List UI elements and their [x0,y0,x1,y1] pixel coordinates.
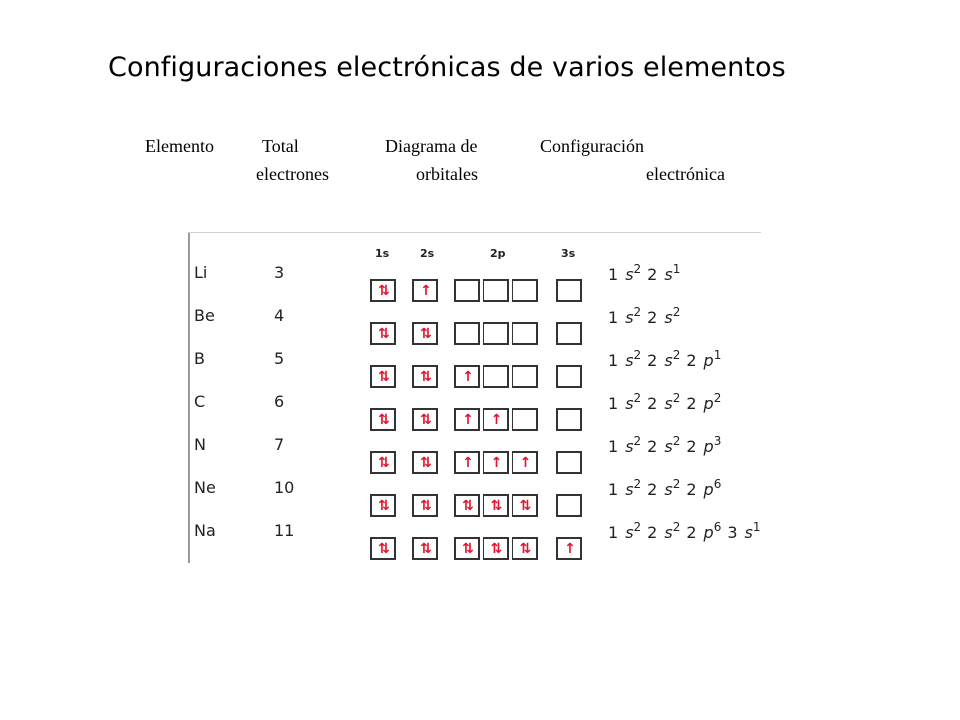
config-exponent: 2 [672,477,681,491]
element-total-electrons: 5 [274,349,285,368]
orbital-box-3s-arrows [558,367,580,386]
config-level: 2 [647,351,658,371]
config-orbital: s [625,523,634,543]
orbital-box-2s [412,279,438,302]
orbital-box-2p-1-arrows: ↑ [462,368,472,385]
orbital-header-3s: 3s [561,247,576,260]
orbital-box-2p-1 [454,408,480,431]
header-diagrama-line1: Diagrama de [385,136,478,156]
orbital-box-1s [370,451,396,474]
config-level: 1 [608,437,619,457]
orbital-box-2p-2-arrows: ↑ [490,454,501,471]
element-symbol: Ne [194,478,216,497]
electron-configuration [608,478,721,499]
config-level: 1 [608,265,619,285]
element-total-electrons: 3 [274,263,285,282]
orbital-box-3s [556,537,582,560]
orbital-box-2s-arrows: ⇅ [420,454,430,471]
config-orbital: p [703,394,714,414]
config-level: 2 [686,394,697,414]
orbital-box-2p-3-arrows [513,324,536,343]
orbital-box-2p-3 [512,279,538,302]
config-level: 2 [686,437,697,457]
config-orbital: s [664,480,673,500]
orbital-box-2s-arrows: ⇅ [420,497,430,514]
orbital-box-3s-arrows [558,410,580,429]
element-symbol: Be [194,306,215,325]
config-exponent: 6 [713,477,722,491]
config-exponent: 1 [713,348,722,362]
orbital-box-2p-3 [512,322,538,345]
configuration-figure [188,232,761,563]
orbital-box-2p-1 [454,322,480,345]
config-exponent: 2 [633,348,642,362]
config-orbital: s [625,480,634,500]
orbital-box-3s-arrows: ↑ [564,540,574,557]
config-level: 1 [608,523,619,543]
orbital-box-2p-3-arrows [513,367,536,386]
orbital-box-2p-1-arrows: ↑ [462,454,472,471]
orbital-box-2s [412,322,438,345]
orbital-box-1s-arrows: ⇅ [378,368,388,385]
config-level: 1 [608,480,619,500]
figure-left-border [188,233,190,563]
orbital-box-1s-arrows: ⇅ [378,497,388,514]
orbital-box-1s-arrows: ⇅ [378,411,388,428]
orbital-box-2p-2 [483,537,509,560]
orbital-box-2s [412,451,438,474]
orbital-box-2p-1-arrows: ⇅ [462,497,472,514]
element-symbol: N [194,435,206,454]
config-level: 2 [647,308,658,328]
orbital-box-2p-2-arrows: ⇅ [490,540,501,557]
orbital-box-2s-arrows: ⇅ [420,411,430,428]
orbital-box-1s [370,537,396,560]
element-total-electrons: 4 [274,306,285,325]
config-orbital: s [625,437,634,457]
config-exponent: 3 [713,434,722,448]
config-orbital: p [703,480,714,500]
orbital-box-3s [556,322,582,345]
config-level: 1 [608,308,619,328]
orbital-box-3s [556,365,582,388]
orbital-box-2p-3-arrows [513,410,536,429]
header-diagrama-line2: orbitales [416,164,478,184]
orbital-box-2p-2 [483,408,509,431]
header-config-line2: electrónica [646,164,725,184]
config-exponent: 2 [633,434,642,448]
config-level: 1 [608,394,619,414]
config-exponent: 1 [752,520,761,534]
orbital-box-2p-2-arrows: ↑ [490,411,501,428]
config-exponent: 2 [672,305,681,319]
config-orbital: s [664,394,673,414]
page-title: Configuraciones electrónicas de varios elementos [108,52,786,83]
orbital-box-2p-2 [483,494,509,517]
config-level: 2 [686,480,697,500]
orbital-box-2s [412,365,438,388]
orbital-box-2p-2-arrows [484,324,507,343]
orbital-box-1s [370,365,396,388]
orbital-box-2p-2 [483,451,509,474]
orbital-box-2p-1-arrows: ⇅ [462,540,472,557]
config-orbital: s [625,351,634,371]
config-orbital: s [664,351,673,371]
config-level: 2 [647,437,658,457]
config-orbital: s [664,437,673,457]
orbital-box-3s [556,408,582,431]
config-exponent: 6 [713,520,722,534]
orbital-box-2p-3-arrows: ↑ [519,454,530,471]
config-exponent: 2 [672,434,681,448]
config-orbital: s [664,265,673,285]
config-exponent: 2 [633,262,642,276]
electron-configuration [608,521,761,542]
orbital-box-3s-arrows [558,324,580,343]
orbital-box-2p-3 [512,494,538,517]
config-orbital: s [625,265,634,285]
electron-configuration [608,392,721,413]
orbital-box-2p-1 [454,279,480,302]
config-orbital: s [664,308,673,328]
config-orbital: s [664,523,673,543]
config-level: 2 [686,351,697,371]
electron-configuration [608,263,680,284]
config-exponent: 2 [633,520,642,534]
orbital-box-2p-2 [483,322,509,345]
element-total-electrons: 10 [274,478,295,497]
orbital-box-1s [370,279,396,302]
config-orbital: s [625,308,634,328]
element-total-electrons: 6 [274,392,285,411]
orbital-box-1s-arrows: ⇅ [378,454,388,471]
config-orbital: p [703,437,714,457]
config-level: 2 [647,523,658,543]
orbital-box-2p-3 [512,451,538,474]
orbital-box-3s-arrows [558,281,580,300]
orbital-box-2p-1-arrows [456,281,478,300]
config-exponent: 2 [633,477,642,491]
orbital-box-2p-2-arrows [484,367,507,386]
config-orbital: p [703,523,714,543]
orbital-box-2p-1 [454,537,480,560]
orbital-box-2p-2 [483,279,509,302]
orbital-box-3s [556,279,582,302]
orbital-box-1s-arrows: ⇅ [378,282,388,299]
config-exponent: 1 [672,262,681,276]
orbital-header-2p: 2p [490,247,506,260]
electron-configuration [608,435,721,456]
orbital-box-2p-2-arrows [484,281,507,300]
orbital-box-2p-2 [483,365,509,388]
config-exponent: 2 [713,391,722,405]
orbital-box-2p-3 [512,537,538,560]
element-symbol: C [194,392,206,411]
orbital-box-2p-3 [512,408,538,431]
orbital-box-1s [370,494,396,517]
config-exponent: 2 [633,391,642,405]
config-orbital: s [625,394,634,414]
header-elemento: Elemento [145,136,214,156]
element-symbol: B [194,349,205,368]
orbital-box-1s-arrows: ⇅ [378,325,388,342]
orbital-box-2p-3-arrows [513,281,536,300]
orbital-box-2s-arrows: ⇅ [420,368,430,385]
orbital-box-2p-1 [454,494,480,517]
orbital-box-2p-1-arrows [456,324,478,343]
orbital-box-1s [370,322,396,345]
config-level: 2 [686,523,697,543]
orbital-header-1s: 1s [375,247,390,260]
orbital-box-2p-1-arrows: ↑ [462,411,472,428]
orbital-box-3s-arrows [558,496,580,515]
element-symbol: Li [194,263,208,282]
orbital-header-2s: 2s [420,247,435,260]
element-symbol: Na [194,521,216,540]
header-total-line2: electrones [256,164,329,184]
config-exponent: 2 [672,391,681,405]
orbital-box-2p-3-arrows: ⇅ [519,497,530,514]
config-orbital: s [744,523,753,543]
header-config-line1: Configuración [540,136,644,156]
config-orbital: p [703,351,714,371]
orbital-box-1s-arrows: ⇅ [378,540,388,557]
orbital-box-2p-1 [454,365,480,388]
config-level: 3 [727,523,738,543]
config-level: 2 [647,394,658,414]
orbital-box-2s-arrows: ⇅ [420,540,430,557]
config-level: 2 [647,480,658,500]
orbital-box-3s [556,494,582,517]
electron-configuration [608,306,680,327]
orbital-box-3s [556,451,582,474]
orbital-box-2p-1 [454,451,480,474]
orbital-box-2s [412,408,438,431]
orbital-box-2s-arrows: ↑ [420,282,430,299]
element-total-electrons: 11 [274,521,295,540]
config-exponent: 2 [633,305,642,319]
config-exponent: 2 [672,348,681,362]
orbital-box-2p-2-arrows: ⇅ [490,497,501,514]
element-total-electrons: 7 [274,435,285,454]
config-exponent: 2 [672,520,681,534]
orbital-box-2s-arrows: ⇅ [420,325,430,342]
orbital-box-2p-3 [512,365,538,388]
orbital-box-1s [370,408,396,431]
orbital-box-2p-3-arrows: ⇅ [519,540,530,557]
orbital-box-2s [412,494,438,517]
orbital-box-2s [412,537,438,560]
header-total-line1: Total [262,136,299,156]
electron-configuration [608,349,721,370]
orbital-box-3s-arrows [558,453,580,472]
config-level: 2 [647,265,658,285]
config-level: 1 [608,351,619,371]
